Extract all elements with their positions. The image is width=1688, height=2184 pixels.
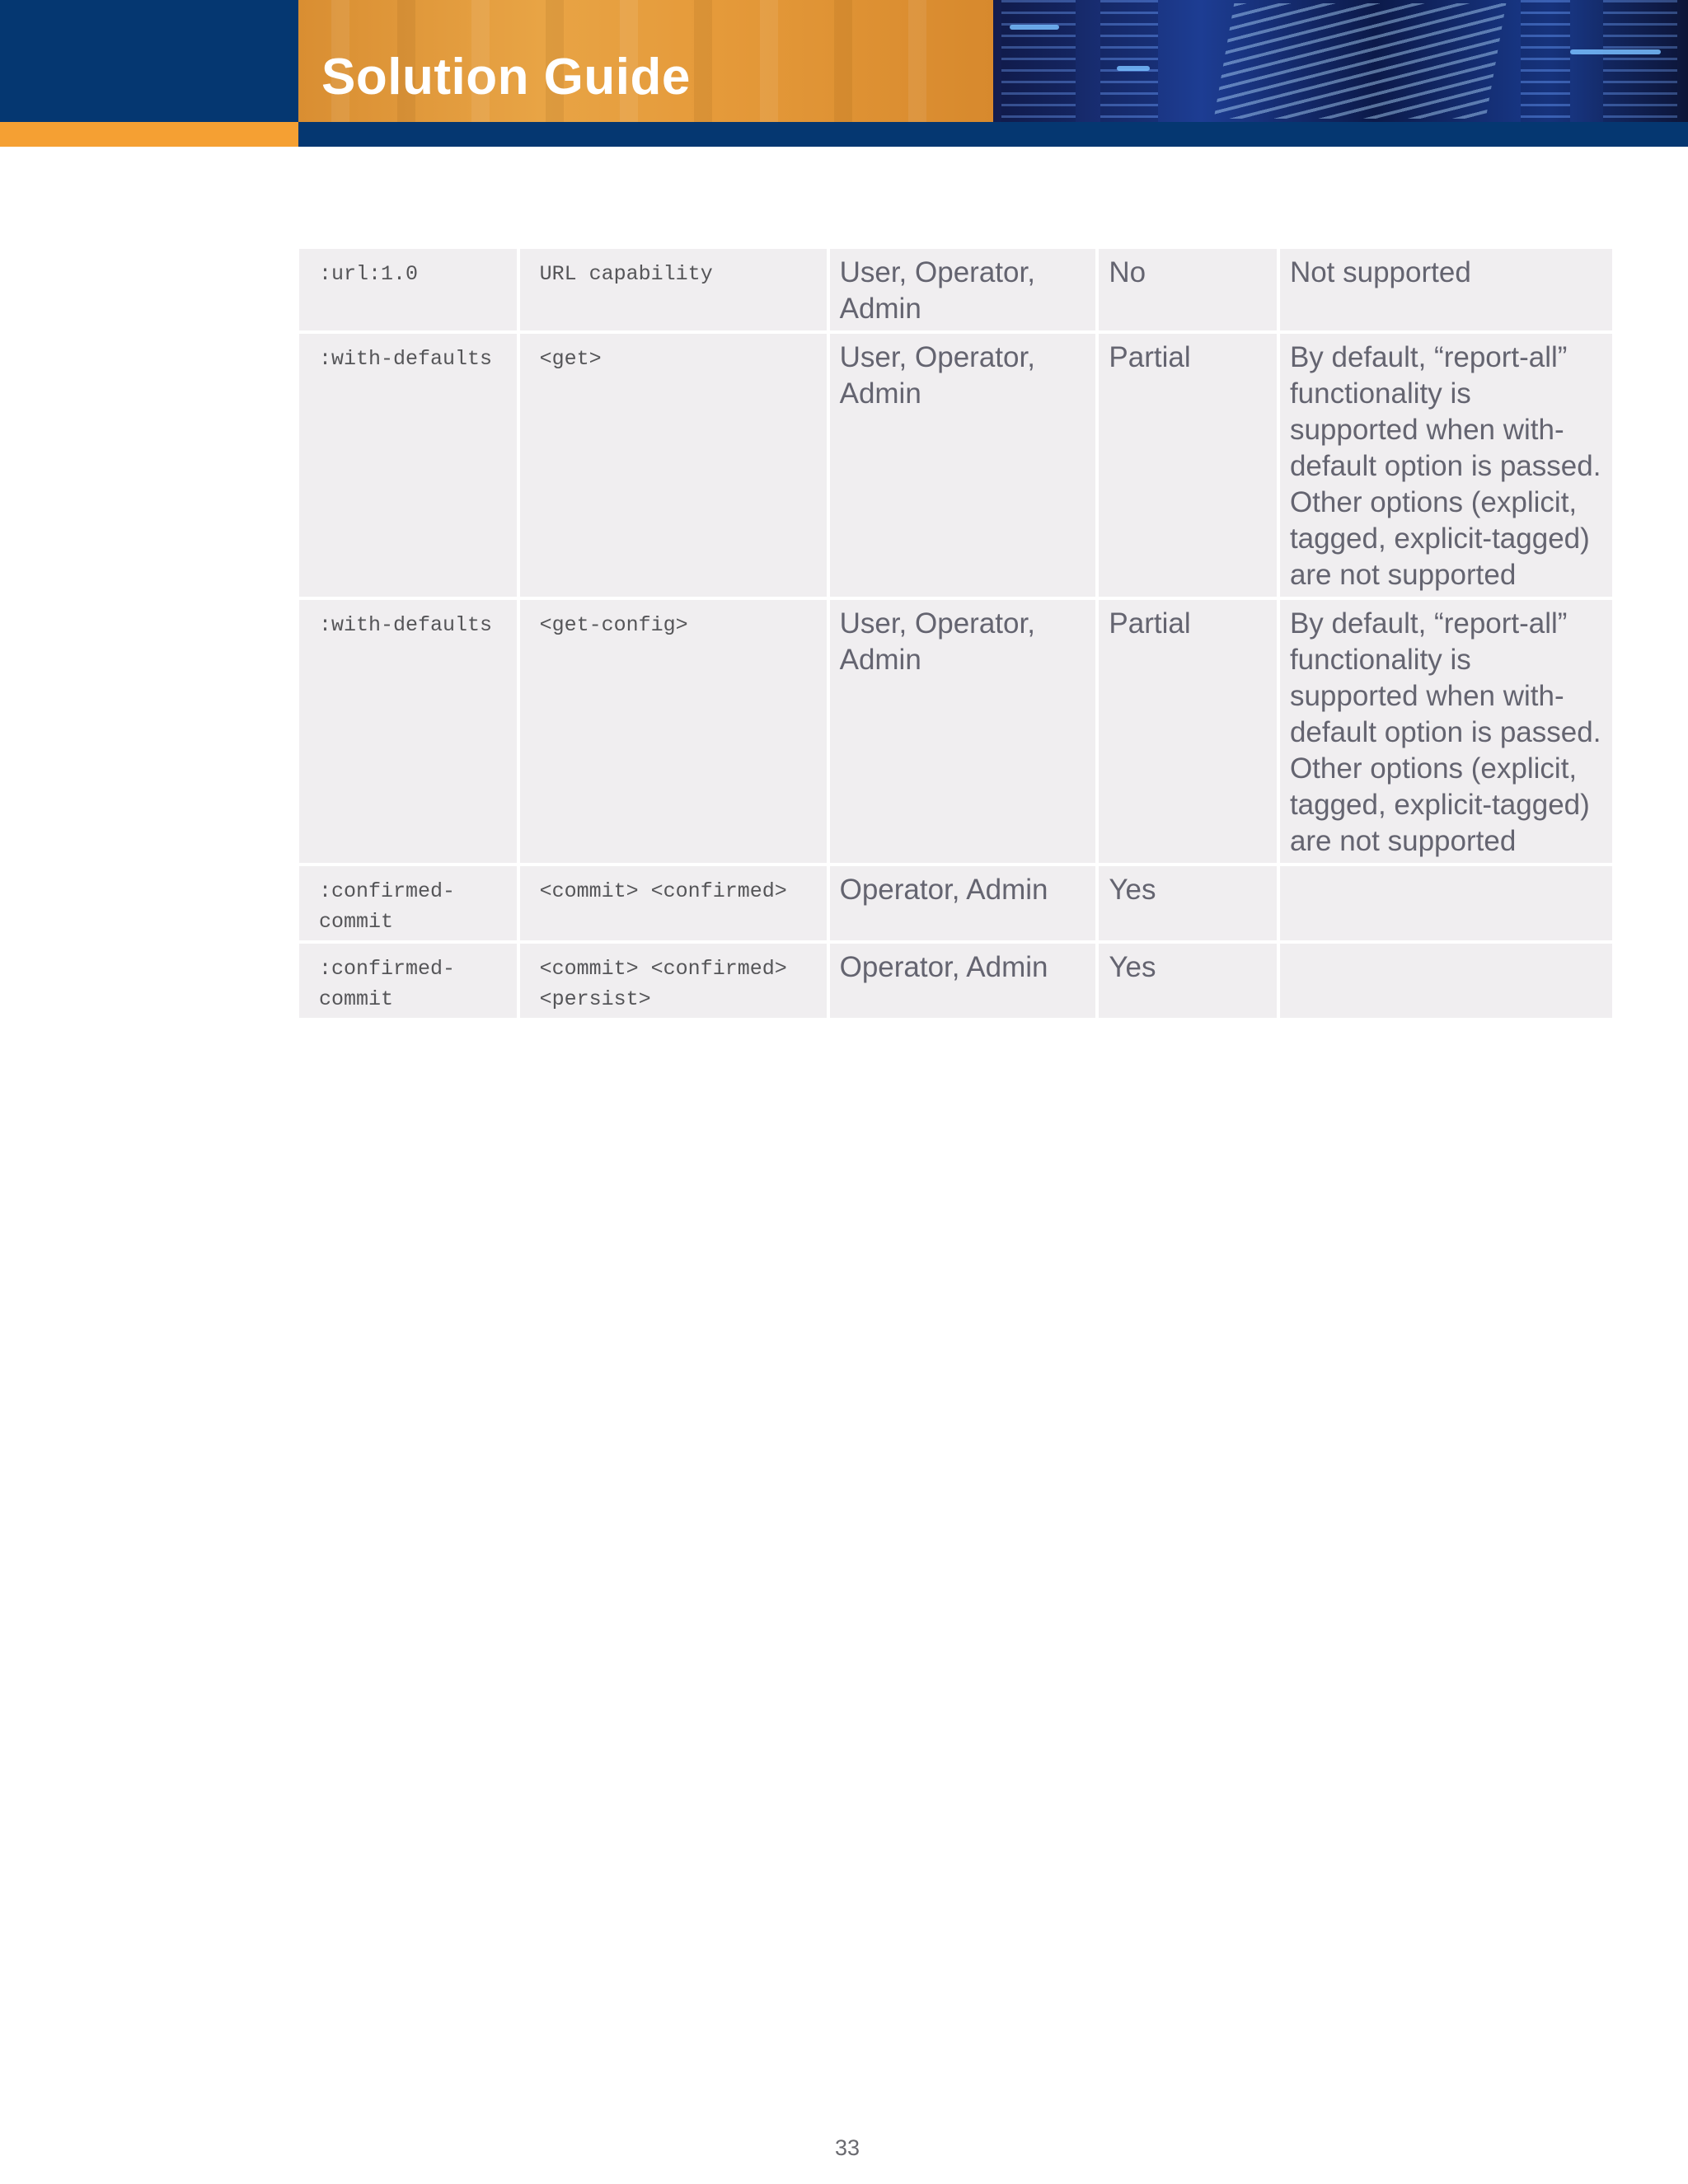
- capability-cell: :with-defaults: [319, 613, 493, 637]
- notes-cell: By default, “report-all” functionality is supported when with-default option is passed. Other options (explicit, tagged, explicit-tagged) are not supported: [1289, 341, 1601, 591]
- page-title: Solution Guide: [321, 49, 691, 105]
- capability-cell: :url:1.0: [319, 262, 419, 286]
- roles-cell: User, Operator, Admin: [839, 341, 1035, 410]
- roles-cell: Operator, Admin: [839, 874, 1048, 906]
- table-row: [299, 600, 1612, 863]
- capability-cell: :confirmed-commit: [319, 957, 456, 1011]
- roles-cell: User, Operator, Admin: [839, 256, 1035, 325]
- header-server-image: [993, 0, 1688, 122]
- table-row: [299, 334, 1612, 597]
- supported-cell: Yes: [1109, 874, 1156, 906]
- operation-cell: <get>: [539, 347, 602, 371]
- header-banner: [0, 0, 1688, 147]
- capability-cell: :with-defaults: [319, 347, 493, 371]
- roles-cell: User, Operator, Admin: [839, 607, 1035, 676]
- table-row: [299, 249, 1612, 330]
- operation-cell: <commit> <confirmed> <persist>: [539, 957, 787, 1011]
- operation-cell: <commit> <confirmed>: [539, 879, 787, 903]
- header-accent-bar: [0, 122, 298, 147]
- notes-cell: [1280, 944, 1612, 953]
- supported-cell: Yes: [1109, 951, 1156, 983]
- operation-cell: <get-config>: [539, 613, 688, 637]
- capabilities-table: [299, 249, 1612, 1021]
- supported-cell: No: [1109, 256, 1146, 288]
- roles-cell: Operator, Admin: [839, 951, 1048, 983]
- table-row: [299, 866, 1612, 940]
- notes-cell: Not supported: [1289, 256, 1471, 288]
- notes-cell: By default, “report-all” functionality is supported when with-default option is passed. Other options (explicit, tagged, explicit-tagged) are not supported: [1289, 607, 1601, 857]
- capability-cell: :confirmed-commit: [319, 879, 456, 934]
- supported-cell: Partial: [1109, 341, 1191, 373]
- table-row: [299, 944, 1612, 1018]
- supported-cell: Partial: [1109, 607, 1191, 640]
- page-number: 33: [834, 2135, 860, 2160]
- notes-cell: [1280, 866, 1612, 875]
- operation-cell: URL capability: [539, 262, 713, 286]
